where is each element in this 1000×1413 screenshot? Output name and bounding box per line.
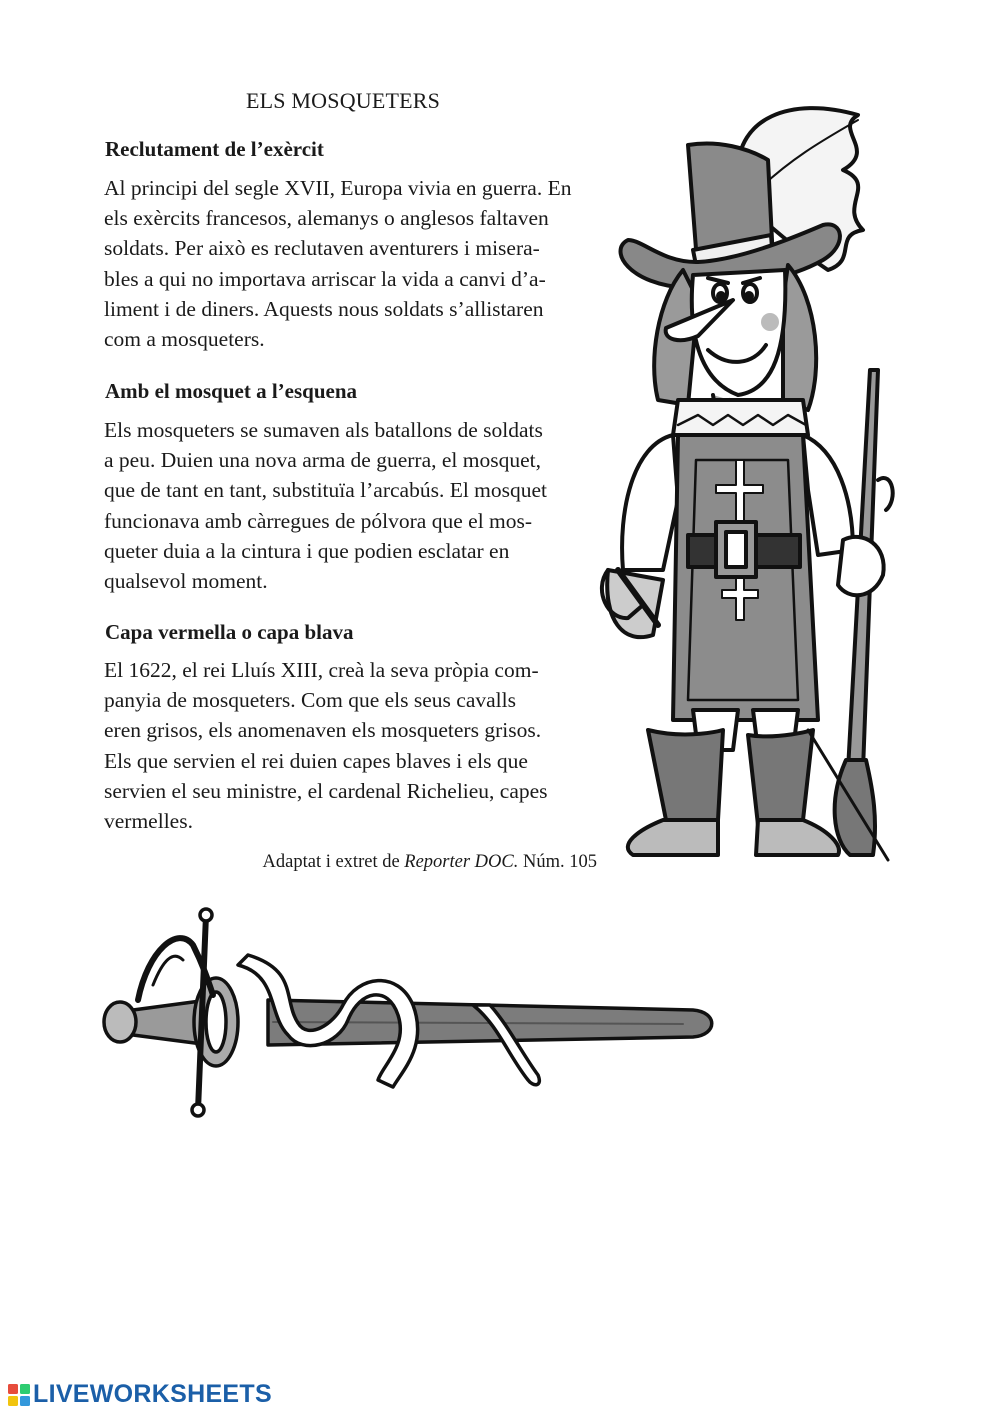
text-line: queter duia a la cintura i que podien esclatar en — [104, 538, 510, 563]
liveworksheets-logo-icon — [8, 1384, 30, 1406]
text-line: Els mosqueters se sumaven als batallons de soldats — [104, 418, 543, 442]
text-line: servien el seu ministre, el cardenal Richelieu, capes — [104, 778, 548, 803]
source-credit — [263, 852, 597, 873]
text-line: liment i de diners. Aquests nous soldats s’allistaren — [104, 296, 544, 321]
text-line: que de tant en tant, substituïa l’arcabús. El mosquet — [104, 478, 548, 503]
text-line: els exèrcits francesos, alemanys o anglesos faltaven — [104, 206, 549, 231]
text-line: Al principi del segle XVII, Europa vivia en guerra. En — [104, 176, 572, 200]
credit-source: Reporter DOC. — [404, 852, 519, 872]
section-body-recruitment — [104, 173, 597, 354]
section-body-musket — [104, 415, 597, 596]
text-line: com a mosqueters. — [104, 327, 265, 352]
page-title: ELS MOSQUETERS — [246, 88, 441, 113]
rapier-sword-illustration — [98, 905, 723, 1120]
text-line: panyia de mosqueters. Com que els seus cavalls — [104, 688, 516, 713]
section-heading-capes: Capa vermella o capa blava — [105, 620, 354, 644]
text-line: funcionava amb càrregues de pólvora que el mos- — [104, 508, 533, 533]
section-heading-recruitment: Reclutament de l’exèrcit — [105, 137, 324, 161]
section-body-capes — [104, 655, 597, 836]
text-line: vermelles. — [104, 809, 193, 834]
text-line: eren grisos, els anomenaven els mosqueters grisos. — [104, 718, 542, 743]
section-heading-musket: Amb el mosquet a l’esquena — [105, 379, 358, 403]
text-line: El 1622, el rei Lluís XIII, creà la seva pròpia com- — [104, 658, 539, 682]
text-line: qualsevol moment. — [104, 569, 268, 594]
text-line: bles a qui no importava arriscar la vida a canvi d’a- — [104, 266, 546, 291]
musketeer-illustration — [588, 100, 900, 875]
text-line: Els que servien el rei duien capes blaves i els que — [104, 748, 528, 773]
footer-brand — [8, 1380, 272, 1409]
credit-prefix: Adaptat i extret de — [262, 852, 405, 872]
text-line: a peu. Duien una nova arma de guerra, el mosquet, — [104, 448, 542, 473]
credit-suffix: Núm. 105 — [518, 852, 597, 872]
text-line: soldats. Per això es reclutaven aventurers i misera- — [104, 236, 540, 261]
footer-brand-text[interactable]: LIVEWORKSHEETS — [33, 1380, 272, 1408]
